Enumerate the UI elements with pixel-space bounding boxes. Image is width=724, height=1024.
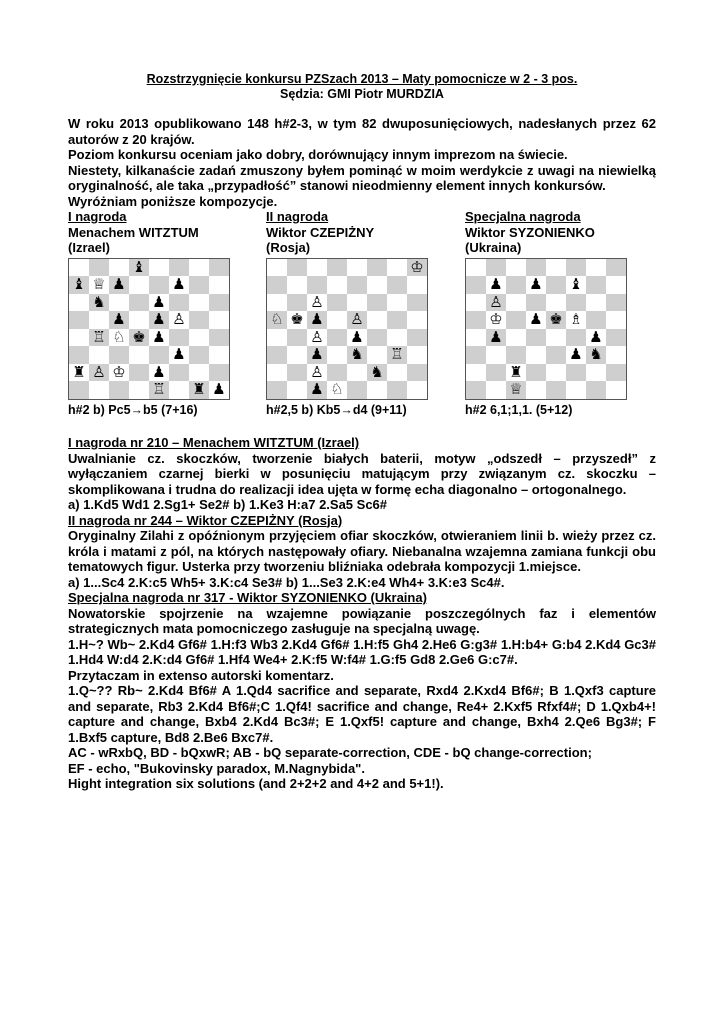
board-square bbox=[189, 329, 209, 347]
board-square bbox=[586, 311, 606, 329]
board-square: ♟ bbox=[149, 364, 169, 382]
board-square bbox=[129, 364, 149, 382]
problem-award: Specjalna nagroda bbox=[465, 209, 581, 224]
board-square bbox=[287, 276, 307, 294]
board-square bbox=[526, 364, 546, 382]
section-heading: I nagroda nr 210 – Menachem WITZTUM (Izrael) bbox=[68, 435, 360, 450]
board-square bbox=[189, 276, 209, 294]
board-square bbox=[606, 259, 626, 277]
board-square bbox=[387, 294, 407, 312]
board-square bbox=[89, 311, 109, 329]
section-heading: Specjalna nagroda nr 317 - Wiktor SYZONIENKO (Ukraina) bbox=[68, 590, 427, 605]
board-square bbox=[69, 311, 89, 329]
board-square bbox=[347, 294, 367, 312]
diagrams-row bbox=[68, 209, 656, 435]
board-square bbox=[486, 346, 506, 364]
board-square bbox=[169, 294, 189, 312]
section-paragraph: Przytaczam in extenso autorski komentarz. bbox=[68, 667, 334, 683]
board-square bbox=[506, 276, 526, 294]
board-square bbox=[169, 364, 189, 382]
board-square bbox=[169, 259, 189, 277]
board-square bbox=[546, 364, 566, 382]
board-square bbox=[89, 259, 109, 277]
board-square: ♟ bbox=[526, 311, 546, 329]
board-square: ♕ bbox=[89, 276, 109, 294]
board-square bbox=[466, 311, 486, 329]
board-square bbox=[189, 346, 209, 364]
board-square bbox=[347, 381, 367, 399]
board-square: ♞ bbox=[347, 346, 367, 364]
board-square bbox=[189, 311, 209, 329]
board-square bbox=[267, 294, 287, 312]
board-square bbox=[209, 329, 229, 347]
board-square bbox=[466, 346, 486, 364]
board-square bbox=[169, 329, 189, 347]
board-square: ♔ bbox=[486, 311, 506, 329]
board-square bbox=[606, 329, 626, 347]
board-square bbox=[189, 364, 209, 382]
board-square: ♜ bbox=[69, 364, 89, 382]
board-square bbox=[109, 381, 129, 399]
board-square bbox=[466, 276, 486, 294]
problem-country: (Ukraina) bbox=[465, 240, 522, 255]
board-square: ♖ bbox=[89, 329, 109, 347]
board-square: ♟ bbox=[149, 329, 169, 347]
board-square bbox=[267, 276, 287, 294]
board-square bbox=[566, 329, 586, 347]
board-square: ♟ bbox=[109, 311, 129, 329]
board-square: ♟ bbox=[209, 381, 229, 399]
board-square bbox=[209, 259, 229, 277]
problem-2 bbox=[266, 209, 466, 417]
intro-paragraph-1: W roku 2013 opublikowano 148 h#2-3, w tym 82 dwuposunięciowych, nadesłanych przez 62 autorów z 20 krajów. bbox=[68, 116, 656, 147]
problem-award: I nagroda bbox=[68, 209, 127, 224]
board-square bbox=[387, 364, 407, 382]
board-square bbox=[267, 381, 287, 399]
board-square bbox=[526, 346, 546, 364]
board-square bbox=[327, 294, 347, 312]
board-square bbox=[546, 346, 566, 364]
solution-line: a) 1.Kd5 Wd1 2.Sg1+ Se2# b) 1.Ke3 H:a7 2.Sa5 Sc6# bbox=[68, 497, 388, 512]
board-square: ♝ bbox=[566, 276, 586, 294]
board-square: ♟ bbox=[307, 381, 327, 399]
board-square: ♙ bbox=[347, 311, 367, 329]
section-paragraph: EF - echo, "Bukovinsky paradox, M.Nagnybida". bbox=[68, 760, 365, 776]
board-square bbox=[407, 329, 427, 347]
board-square bbox=[566, 381, 586, 399]
board-square bbox=[69, 294, 89, 312]
board-square bbox=[129, 294, 149, 312]
document-page bbox=[68, 72, 656, 792]
board-square bbox=[526, 381, 546, 399]
board-square: ♟ bbox=[486, 329, 506, 347]
board-square bbox=[486, 259, 506, 277]
problem-award: II nagroda bbox=[266, 209, 329, 224]
board-square bbox=[387, 276, 407, 294]
board-square: ♟ bbox=[566, 346, 586, 364]
intro-paragraph-4: Wyróżniam poniższe kompozycje. bbox=[68, 193, 278, 209]
board-square bbox=[486, 364, 506, 382]
board-square bbox=[566, 294, 586, 312]
board-square bbox=[387, 329, 407, 347]
board-square bbox=[586, 259, 606, 277]
problem-3 bbox=[465, 209, 665, 417]
board-square bbox=[69, 329, 89, 347]
board-square bbox=[189, 259, 209, 277]
page-title: Rozstrzygnięcie konkursu PZSzach 2013 – Maty pomocnicze w 2 - 3 pos. bbox=[146, 72, 578, 86]
board-square bbox=[407, 311, 427, 329]
judge-line: Sędzia: GMI Piotr MURDZIA bbox=[280, 87, 444, 101]
board-square bbox=[466, 364, 486, 382]
intro-paragraph-3: Niestety, kilkanaście zadań zmuszony byłem pominąć w moim werdykcie z uwagi na niewielką oryginalność, ale taka „przypadłość” stanowi nieodmienny element innych konkursów. bbox=[68, 162, 656, 193]
board-square bbox=[486, 381, 506, 399]
board-square bbox=[69, 346, 89, 364]
board-square: ♟ bbox=[149, 311, 169, 329]
board-square bbox=[129, 311, 149, 329]
board-square: ♜ bbox=[189, 381, 209, 399]
board-square bbox=[407, 294, 427, 312]
board-square bbox=[287, 381, 307, 399]
board-square bbox=[606, 364, 626, 382]
problem-country: (Izrael) bbox=[68, 240, 110, 255]
board-square bbox=[109, 294, 129, 312]
board-square bbox=[466, 329, 486, 347]
problem-author: Wiktor SYZONIENKO bbox=[465, 224, 595, 240]
board-square bbox=[407, 346, 427, 364]
board-square bbox=[367, 311, 387, 329]
board-square: ♙ bbox=[307, 364, 327, 382]
board-square: ♘ bbox=[327, 381, 347, 399]
board-square bbox=[327, 259, 347, 277]
board-square bbox=[606, 311, 626, 329]
section-paragraph: Uwalnianie cz. skoczków, tworzenie białych baterii, motyw „odszedł – przyszedł” z wyłączaniem czarnej bierki w posunięciu matującym przy związanym cz. skoczku – skomplikowana i trudna do realizacji idea ujęta w formę echa diagonalno – ortogonalnego. bbox=[68, 450, 656, 497]
board-square bbox=[327, 346, 347, 364]
board-square bbox=[506, 329, 526, 347]
board-square bbox=[347, 364, 367, 382]
board-square bbox=[367, 276, 387, 294]
board-square bbox=[267, 259, 287, 277]
board-square bbox=[287, 364, 307, 382]
section-1 bbox=[68, 435, 656, 513]
board-square: ♜ bbox=[506, 364, 526, 382]
section-paragraph: Nowatorskie spojrzenie na wzajemne powiązanie poszczególnych faz i elementów strategicznych mata pomocniczego zasługuje na specjalną uwagę. bbox=[68, 605, 656, 636]
board-square: ♟ bbox=[169, 276, 189, 294]
board-square bbox=[287, 294, 307, 312]
board-square bbox=[546, 294, 566, 312]
board-square bbox=[526, 329, 546, 347]
board-square bbox=[307, 276, 327, 294]
board-square bbox=[149, 259, 169, 277]
board-square bbox=[466, 294, 486, 312]
board-square bbox=[327, 276, 347, 294]
board-square: ♖ bbox=[149, 381, 169, 399]
board-square bbox=[69, 259, 89, 277]
solution-line: 1.Q~?? Rb~ 2.Kd4 Bf6# A 1.Qd4 sacrifice and separate, Rxd4 2.Kxd4 Bf6#; B 1.Qxf3 capture and separate, Rb3 2.Kd4 Bf6#;C 1.Qf4! sacrifice and change, Re4+ 2.Kxf5 Rfxf4#; D 1.Qxb4+! capture and change, Bxb4 2.Kd4 Bc3#; E 1.Qxf5! capture and change, Bxh4 2.Qe6 Bg3#; F 1.Bxf5 capture, Bd8 2.Be6 Bxc7#. bbox=[68, 683, 656, 745]
board-square: ♚ bbox=[546, 311, 566, 329]
intro-paragraph-2: Poziom konkursu oceniam jako dobry, dorównujący innym imprezom na świecie. bbox=[68, 147, 568, 162]
board-square: ♟ bbox=[307, 346, 327, 364]
chess-diagram bbox=[68, 258, 230, 400]
board-square bbox=[267, 329, 287, 347]
section-3 bbox=[68, 590, 656, 792]
chess-diagram bbox=[465, 258, 627, 400]
board-square: ♔ bbox=[109, 364, 129, 382]
board-square bbox=[367, 381, 387, 399]
chess-diagram bbox=[266, 258, 428, 400]
board-square: ♞ bbox=[367, 364, 387, 382]
board-square bbox=[606, 346, 626, 364]
board-square bbox=[546, 259, 566, 277]
board-square: ♚ bbox=[129, 329, 149, 347]
board-square bbox=[89, 346, 109, 364]
solution-line: 1.H~? Wb~ 2.Kd4 Gf6# 1.H:f3 Wb3 2.Kd4 Gf6# 1.H:f5 Gh4 2.He6 G:g3# 1.H:b4+ G:b4 2.Kd4 Gc3# 1.Hd4 W:d4 2.K:d4 Gf6# 1.Hf4 We4+ 2.K:f5 W:f4# 1.G:f5 Gd8 2.Ge6 G:c7#. bbox=[68, 636, 656, 667]
board-square: ♙ bbox=[307, 294, 327, 312]
board-square bbox=[347, 276, 367, 294]
board-square bbox=[287, 259, 307, 277]
board-square bbox=[129, 346, 149, 364]
board-square bbox=[506, 346, 526, 364]
board-square bbox=[327, 329, 347, 347]
board-square: ♟ bbox=[149, 294, 169, 312]
board-square: ♗ bbox=[566, 311, 586, 329]
board-square bbox=[586, 364, 606, 382]
board-square bbox=[267, 364, 287, 382]
board-square bbox=[546, 276, 566, 294]
problem-stipulation: h#2,5 b) Kb5→d4 (9+11) bbox=[266, 402, 407, 417]
board-square bbox=[367, 294, 387, 312]
board-square: ♟ bbox=[347, 329, 367, 347]
board-square bbox=[267, 346, 287, 364]
board-square bbox=[129, 276, 149, 294]
board-square bbox=[209, 364, 229, 382]
board-square: ♝ bbox=[69, 276, 89, 294]
board-square bbox=[506, 311, 526, 329]
board-square bbox=[169, 381, 189, 399]
board-square bbox=[586, 294, 606, 312]
board-square: ♚ bbox=[287, 311, 307, 329]
board-square bbox=[367, 346, 387, 364]
board-square: ♙ bbox=[486, 294, 506, 312]
board-square: ♔ bbox=[407, 259, 427, 277]
board-square bbox=[209, 346, 229, 364]
board-square bbox=[209, 276, 229, 294]
board-square: ♕ bbox=[506, 381, 526, 399]
board-square bbox=[149, 346, 169, 364]
board-square bbox=[109, 346, 129, 364]
board-square bbox=[367, 329, 387, 347]
problem-country: (Rosja) bbox=[266, 240, 311, 255]
board-square bbox=[327, 364, 347, 382]
section-heading: II nagroda nr 244 – Wiktor CZEPIŻNY (Rosja) bbox=[68, 512, 343, 528]
section-paragraph: Hight integration six solutions (and 2+2+2 and 4+2 and 5+1!). bbox=[68, 776, 444, 791]
board-square bbox=[149, 276, 169, 294]
section-paragraph: Oryginalny Zilahi z opóźnionym przyjęciem ofiar skoczków, otwieraniem linii b. wieży przez cz. króla i matami z pól, na których następowały ofiary. Niebanalna wzajemna zamiana funkcji obu tematowych figur. Usterka przy tworzeniu bliźniaka odebrała kompozycji 1.miejsce. bbox=[68, 528, 656, 574]
board-square bbox=[526, 259, 546, 277]
board-square bbox=[566, 259, 586, 277]
board-square bbox=[506, 294, 526, 312]
board-square bbox=[407, 381, 427, 399]
board-square: ♙ bbox=[307, 329, 327, 347]
board-square bbox=[407, 276, 427, 294]
board-square bbox=[387, 381, 407, 399]
board-square bbox=[287, 346, 307, 364]
board-square bbox=[407, 364, 427, 382]
board-square: ♘ bbox=[267, 311, 287, 329]
problem-author: Wiktor CZEPIŻNY bbox=[266, 224, 375, 240]
board-square bbox=[526, 294, 546, 312]
problem-1 bbox=[68, 209, 268, 417]
board-square bbox=[69, 381, 89, 399]
board-square: ♞ bbox=[586, 346, 606, 364]
board-square bbox=[466, 381, 486, 399]
board-square bbox=[506, 259, 526, 277]
board-square bbox=[89, 381, 109, 399]
board-square bbox=[586, 276, 606, 294]
board-square bbox=[546, 381, 566, 399]
board-square: ♟ bbox=[586, 329, 606, 347]
board-square bbox=[287, 329, 307, 347]
board-square: ♝ bbox=[129, 259, 149, 277]
solution-line: a) 1...Sc4 2.K:c5 Wh5+ 3.K:c4 Se3# b) 1...Se3 2.K:e4 Wh4+ 3.K:e3 Sc4#. bbox=[68, 574, 505, 590]
board-square bbox=[586, 381, 606, 399]
board-square bbox=[209, 294, 229, 312]
board-square bbox=[367, 259, 387, 277]
board-square bbox=[546, 329, 566, 347]
board-square: ♟ bbox=[486, 276, 506, 294]
board-square bbox=[387, 311, 407, 329]
board-square bbox=[189, 294, 209, 312]
section-2 bbox=[68, 513, 656, 591]
board-square: ♘ bbox=[109, 329, 129, 347]
board-square: ♟ bbox=[307, 311, 327, 329]
board-square bbox=[109, 259, 129, 277]
board-square bbox=[606, 276, 626, 294]
board-square bbox=[566, 364, 586, 382]
board-square: ♙ bbox=[89, 364, 109, 382]
board-square bbox=[209, 311, 229, 329]
board-square: ♟ bbox=[169, 346, 189, 364]
board-square bbox=[307, 259, 327, 277]
problem-stipulation: h#2 b) Pc5→b5 (7+16) bbox=[68, 402, 198, 417]
board-square bbox=[606, 381, 626, 399]
board-square bbox=[466, 259, 486, 277]
board-square: ♟ bbox=[109, 276, 129, 294]
board-square bbox=[387, 259, 407, 277]
board-square: ♟ bbox=[526, 276, 546, 294]
board-square bbox=[347, 259, 367, 277]
board-square: ♞ bbox=[89, 294, 109, 312]
problem-author: Menachem WITZTUM bbox=[68, 224, 199, 240]
section-paragraph: AC - wRxbQ, BD - bQxwR; AB - bQ separate-correction, CDE - bQ change-correction; bbox=[68, 745, 592, 760]
board-square bbox=[606, 294, 626, 312]
board-square bbox=[129, 381, 149, 399]
problem-stipulation: h#2 6,1;1,1. (5+12) bbox=[465, 402, 573, 417]
board-square: ♖ bbox=[387, 346, 407, 364]
board-square: ♙ bbox=[169, 311, 189, 329]
board-square bbox=[327, 311, 347, 329]
